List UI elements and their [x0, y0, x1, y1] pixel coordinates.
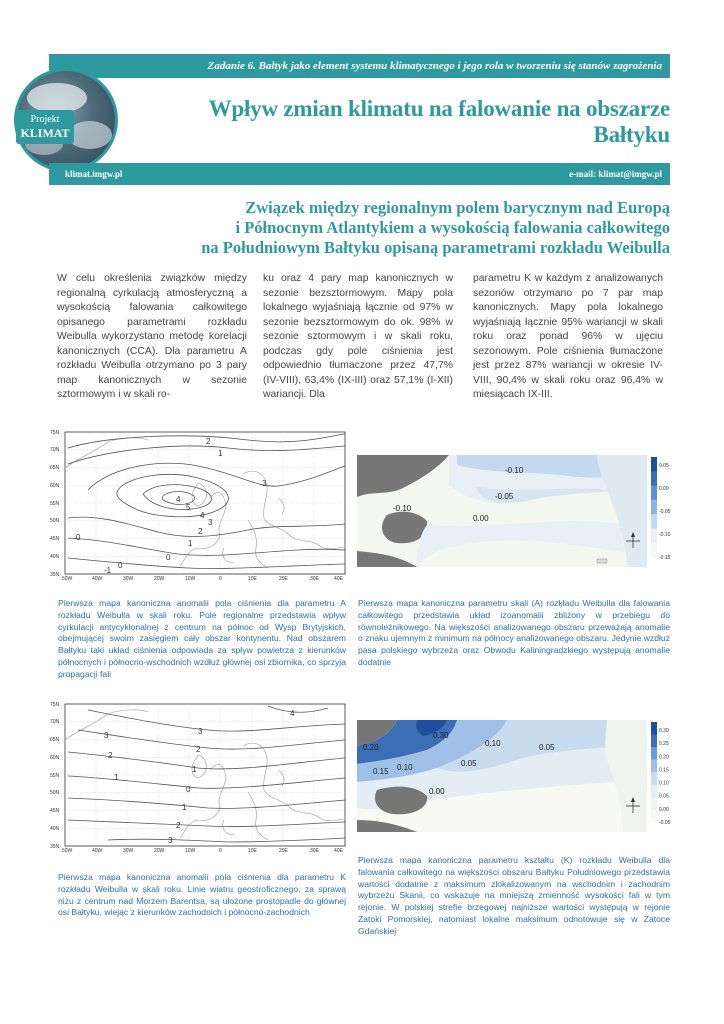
contour-label: 4 — [290, 709, 295, 718]
lon-label: 10E — [248, 576, 257, 580]
contour-label: 1 — [188, 539, 193, 548]
lon-label: 20W — [154, 576, 165, 580]
lat-label: 40N — [50, 554, 60, 560]
website-link[interactable]: klimat.imgw.pl — [65, 169, 123, 179]
map-label: 0.00 — [473, 514, 489, 523]
lon-label: 40W — [92, 576, 103, 580]
map-label: 0.05 — [461, 759, 477, 768]
subtitle-line2: i Północnym Atlantykiem a wysokością falowania całkowitego — [235, 218, 670, 237]
scale-label: -0.15 — [659, 555, 671, 561]
lon-label: 30E — [310, 848, 319, 852]
lat-label: 45N — [50, 536, 60, 542]
scale-label: 0.00 — [659, 806, 669, 813]
lon-label: 20W — [154, 848, 165, 852]
scale-swatch — [651, 760, 657, 773]
map-label: 0.00 — [429, 787, 445, 796]
caption-pressure-k: Pierwsza mapa kanoniczna anomalii pola ciśnienia dla parametru K rozkładu Weibulla w skali roku. Linie wiatru geostroficznego, za sprawą niżu z centrum nad Morzem Barentsa, są ułożone prostopadle do głównej osi Bałtyku, wiejąc z kierunków zachodnich i północno-zachodnich — [58, 872, 346, 918]
body-column-2: ku oraz 4 pary map kanonicznych w sezonie bezsztormowym. Mapy pola lokalnego wyjaśniają łącznie od 97% w sezonie bezsztormowym do ok. 98% w sezonie sztormowym i w skali roku, podczas gdy pole ciśnienia jest odpowiednio tłumaczone przez 47,7% (IV-VIII), 63,4% (IX-III) oraz 57,1% (I-XII) wariancji. Dla — [263, 273, 453, 400]
lat-label: 55N — [50, 501, 60, 507]
scale-swatch — [651, 471, 657, 486]
map-label: -0.10 — [505, 466, 524, 475]
logo-label — [16, 110, 74, 144]
baltic-map-a — [357, 455, 675, 567]
lon-label: 30W — [123, 848, 134, 852]
lon-label: 10W — [185, 576, 196, 580]
contour-label: 5 — [186, 503, 191, 512]
logo-line2: KLIMAT — [20, 126, 70, 140]
lat-label: 75N — [50, 702, 60, 708]
lat-label: 35N — [50, 572, 60, 578]
scale-swatch — [651, 528, 657, 543]
contour-label: 2 — [176, 821, 181, 830]
scale-swatch — [651, 457, 657, 472]
scale-label: 0.00 — [659, 486, 669, 492]
scale-label: -0.05 — [659, 509, 671, 515]
page-title: Wpływ zmian klimatu na falowanie na obszarze Bałtyku — [208, 96, 670, 147]
logo-line1: Projekt — [30, 114, 60, 125]
contour-label: 0 — [76, 533, 81, 542]
scale-label: 0.05 — [659, 463, 669, 469]
scale-label: -0.05 — [659, 820, 671, 826]
scale-swatch — [651, 747, 657, 760]
map-label: -0.10 — [393, 504, 412, 513]
scale-label: 0.20 — [659, 754, 669, 761]
contour-label: 3 — [198, 727, 203, 736]
map-label: 0.10 — [485, 739, 501, 748]
lon-label: 40E — [334, 576, 343, 580]
lon-label: 10E — [248, 848, 257, 852]
lat-label: 55N — [50, 773, 60, 779]
lon-label: 20E — [279, 576, 288, 580]
contour-label: 0 — [166, 553, 171, 562]
map-label: 0.10 — [397, 763, 413, 772]
contour-label: 1 — [192, 765, 197, 774]
map-label: 0.30 — [433, 731, 449, 740]
contour-label: 4 — [200, 511, 205, 520]
scale-swatch — [651, 785, 657, 798]
lat-label: 60N — [50, 755, 60, 761]
scale-swatch — [651, 722, 657, 735]
body-column-1: W celu określenia związków między regionalną cyrkulacją atmosferyczną a wysokością falowania całkowitego opisanego parametrami rozkładu Weibulla wykorzystano metodę korelacji kanonicznych (CCA). Dla parametru A rozkładu Weibulla otrzymano po 3 pary map kanonicznych w sezonie sztormowym i w skali ro- — [57, 273, 247, 400]
contour-label: 3 — [168, 836, 173, 845]
contour-label: 1 — [114, 773, 119, 782]
contour-label: 0 — [186, 785, 191, 794]
contour-label: -1 — [104, 566, 112, 575]
map-label: 0.20 — [363, 743, 379, 752]
scale-label: 0.05 — [659, 793, 669, 800]
lon-label: 50W — [62, 848, 73, 852]
contour-label: 3 — [104, 731, 109, 740]
lon-label: 30E — [310, 576, 319, 580]
scale-swatch — [651, 486, 657, 501]
scale-swatch — [651, 797, 657, 810]
lon-label: 40W — [92, 848, 103, 852]
section-subtitle — [150, 198, 670, 258]
lat-label: 70N — [50, 447, 60, 453]
lat-label: 35N — [50, 844, 60, 850]
lon-label: 30W — [123, 576, 134, 580]
lon-label: 10W — [185, 848, 196, 852]
pressure-map-k — [48, 700, 348, 852]
lat-label: 40N — [50, 826, 60, 832]
scale-label: 0.15 — [659, 767, 669, 774]
subtitle-line3: na Południowym Bałtyku opisaną parametrami rozkładu Weibulla — [201, 238, 670, 257]
body-column-3: parametru K w każdym z analizowanych sezonów otrzymano po 7 par map kanonicznych. Mapy pola lokalnego wyjaśniają łącznie 95% wariancji w skali roku oraz ponad 96% w ujęciu sezonowym. Pole ciśnienia tłumaczone jest przez 87% wariancji w okresie IV-VIII, 90,4% w skali roku oraz 96,4% w miesiącach IX-III. — [473, 273, 663, 400]
lon-label: 0 — [219, 576, 222, 580]
scale-swatch — [651, 543, 657, 558]
subtitle-line1: Związek między regionalnym polem barycznym nad Europą — [245, 198, 670, 217]
map-label: 0.05 — [539, 743, 555, 752]
lat-label: 75N — [50, 430, 60, 436]
baltic-map-k — [357, 720, 675, 832]
contour-label: 1 — [182, 803, 187, 812]
scale-label: 0.10 — [659, 780, 669, 787]
contour-label: 3 — [262, 479, 267, 488]
map-label: -0.05 — [495, 492, 514, 501]
lon-label: 40E — [334, 848, 343, 852]
scale-label: 0.30 — [659, 728, 669, 734]
map-label: 0.15 — [373, 767, 389, 776]
scale-swatch — [651, 735, 657, 748]
lat-label: 45N — [50, 808, 60, 814]
scale-swatch — [651, 514, 657, 529]
contour-label: 4 — [176, 495, 181, 504]
lat-label: 50N — [50, 518, 60, 524]
email-link[interactable]: e-mail: klimat@imgw.pl — [569, 169, 662, 179]
contour-label: 1 — [218, 449, 223, 458]
lat-label: 70N — [50, 719, 60, 725]
scale-swatch — [651, 500, 657, 515]
contour-label: 3 — [208, 518, 213, 527]
scale-swatch — [651, 772, 657, 785]
task-banner — [49, 54, 670, 78]
caption-pressure-a: Pierwsza mapa kanoniczna anomalii pola ciśnienia dla parametru A rozkładu Weibulla w skali roku. Pole regionalne przedstawia wpływ cyrkulacji antycyklonalnej z centrum na północ od Wysp Brytyjskich, obejmującej swoim zasięgiem cały obszar kontynentu. Nad obszarem Bałtyku taki układ ciśnienia odpowiada za spływ powietrza z kierunków północnych i północno-wschodnich wzdłuż głównej osi zbiornika, co sprzyja propagacji fali — [58, 598, 346, 679]
contour-label: 2 — [206, 437, 211, 446]
task-line: Zadanie 6. Bałtyk jako element systemu klimatycznego i jego rola w tworzeniu się stanów zagrożenia — [207, 60, 662, 72]
contour-label: 2 — [196, 745, 201, 754]
lon-label: 0 — [219, 848, 222, 852]
lat-label: 65N — [50, 737, 60, 743]
scale-swatch — [651, 810, 657, 823]
lat-label: 60N — [50, 483, 60, 489]
lat-label: 50N — [50, 790, 60, 796]
lon-label: 50W — [62, 576, 73, 580]
scale-label: 0.25 — [659, 741, 669, 748]
contour-label: 2 — [198, 527, 203, 536]
pressure-map-a — [48, 428, 348, 580]
contour-label: 2 — [108, 751, 113, 760]
caption-baltic-k: Pierwsza mapa kanoniczna parametru kształtu (K) rozkładu Weibulla dla falowania całkowitego na większości obszaru Bałtyku Południowego przedstawia wartości dodatnie z maksimum zlokalizowanym na wschodnim i zachodnim wybrzeżu Skanii, co wskazuje na mniejszą zmienność wysokości fali w tym rejonie. W polskiej strefie brzegowej najniższe wartości występują w rejonie Zatoki Pomorskiej, natomiast lokalne maksimum odnotowuje się w Zatoce Gdańskiej — [358, 855, 670, 936]
caption-baltic-a: Pierwsza mapa kanoniczna parametru skali (A) rozkładu Weibulla dla falowania całkowitego przedstawia układ izoanomalii zbliżony w przebiegu do równoleżnikowego. Na większości analizowanego obszaru przeważają anomalie o znaku ujemnym z minimum na północy analizowanego obszaru. Jedynie wzdłuż pasa polskiego wybrzeża oraz Obwodu Kaliningradzkiego występują anomalie dodatnie — [358, 598, 670, 667]
scale-label: -0.10 — [659, 532, 671, 538]
contour-label: 0 — [118, 561, 123, 570]
contact-banner — [49, 163, 670, 185]
lat-label: 65N — [50, 465, 60, 471]
lon-label: 20E — [279, 848, 288, 852]
